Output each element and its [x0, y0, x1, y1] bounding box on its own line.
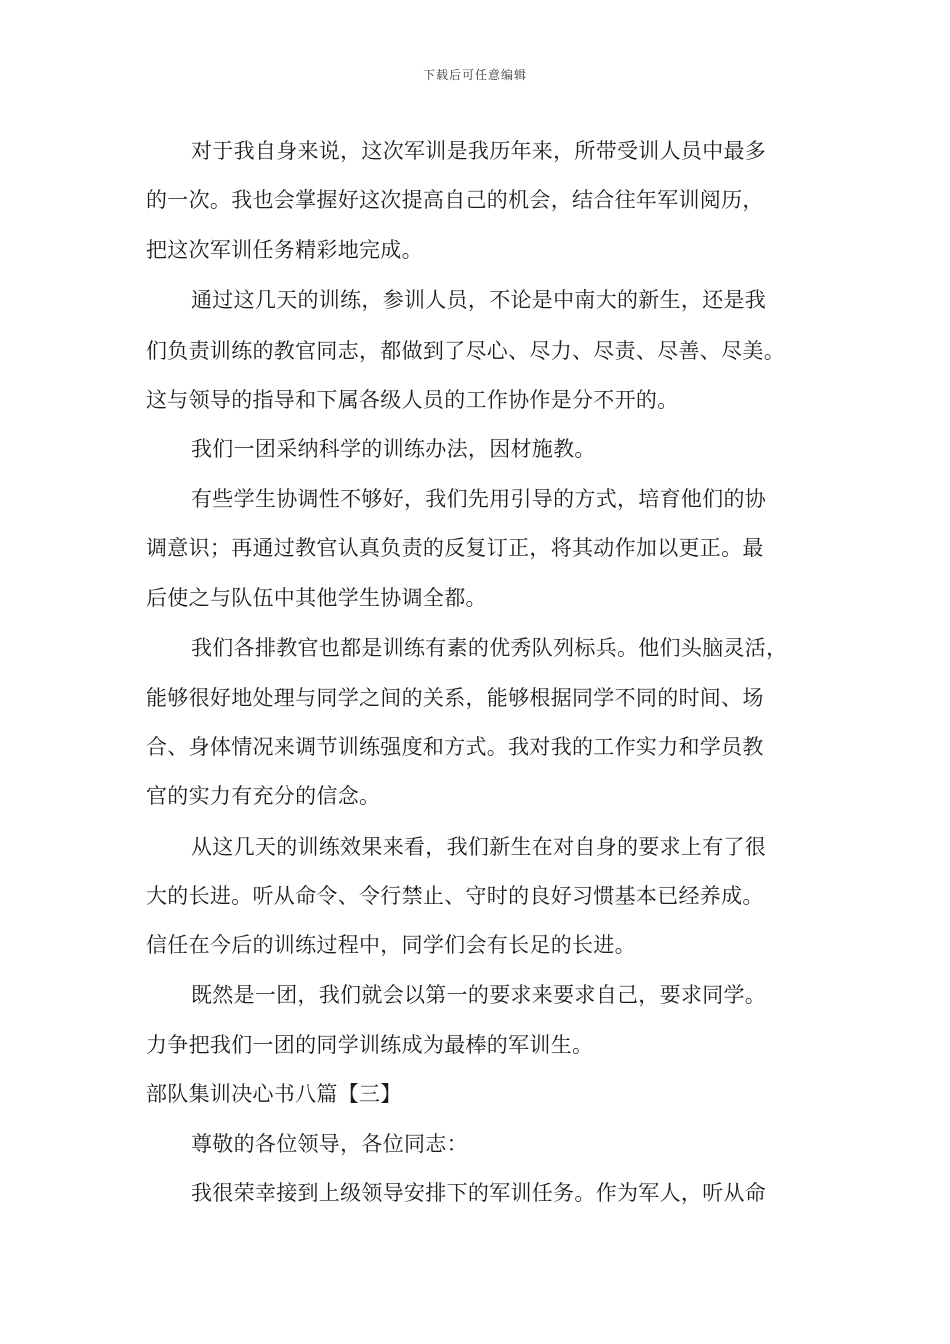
paragraph-line: 合、身体情况来调节训练强度和方式。我对我的工作实力和学员教	[146, 735, 764, 759]
section-heading: 部队集训决心书八篇【三】	[146, 1082, 402, 1106]
paragraph-line: 我们一团采纳科学的训练办法，因材施教。	[191, 437, 596, 461]
paragraph-line: 力争把我们一团的同学训练成为最棒的军训生。	[146, 1033, 594, 1057]
paragraph-line: 我们各排教官也都是训练有素的优秀队列标兵。他们头脑灵活，	[191, 636, 788, 660]
paragraph-line: 我很荣幸接到上级领导安排下的军训任务。作为军人，听从命	[191, 1181, 767, 1205]
paragraph-line: 官的实力有充分的信念。	[146, 784, 381, 808]
paragraph-line: 信任在今后的训练过程中，同学们会有长足的长进。	[146, 933, 636, 957]
paragraph-line: 对于我自身来说，这次军训是我历年来，所带受训人员中最多	[191, 139, 767, 163]
paragraph-line: 尊敬的各位领导，各位同志：	[191, 1132, 468, 1156]
paragraph-line: 后使之与队伍中其他学生协调全都。	[146, 586, 487, 610]
paragraph-line: 既然是一团，我们就会以第一的要求来要求自己，要求同学。	[191, 983, 767, 1007]
paragraph-line: 通过这几天的训练，参训人员，不论是中南大的新生，还是我	[191, 288, 767, 312]
page-header: 下载后可任意编辑	[422, 68, 527, 82]
paragraph-line: 大的长进。听从命令、令行禁止、守时的良好习惯基本已经养成。	[146, 884, 764, 908]
paragraph-line: 们负责训练的教官同志，都做到了尽心、尽力、尽责、尽善、尽美。	[146, 339, 785, 363]
paragraph-line: 把这次军训任务精彩地完成。	[146, 238, 423, 262]
paragraph-line: 调意识；再通过教官认真负责的反复订正，将其动作加以更正。最	[146, 536, 764, 560]
paragraph-line: 有些学生协调性不够好，我们先用引导的方式，培育他们的协	[191, 487, 767, 511]
paragraph-line: 从这几天的训练效果来看，我们新生在对自身的要求上有了很	[191, 835, 767, 859]
paragraph-line: 能够很好地处理与同学之间的关系，能够根据同学不同的时间、场	[146, 686, 764, 710]
paragraph-line: 的一次。我也会掌握好这次提高自己的机会，结合往年军训阅历，	[146, 188, 764, 212]
paragraph-line: 这与领导的指导和下属各级人员的工作协作是分不开的。	[146, 388, 679, 412]
